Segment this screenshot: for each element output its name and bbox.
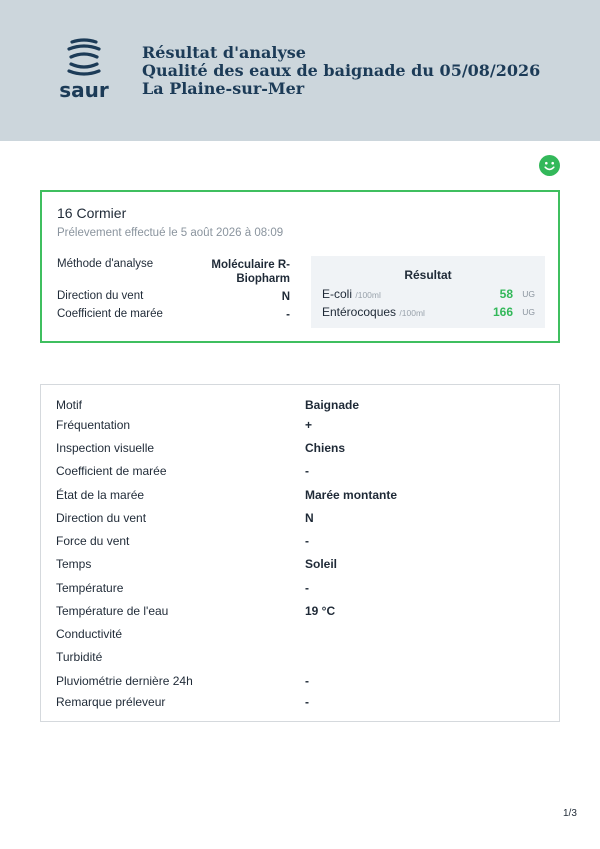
result-name-text: Entérocoques (322, 305, 397, 319)
title-line-3: La Plaine-sur-Mer (142, 79, 305, 98)
row-value: - (305, 581, 309, 595)
table-row (56, 398, 546, 416)
water-waves-icon (58, 38, 110, 78)
row-label: Temps (56, 557, 92, 571)
method-label: Méthode d'analyse (57, 258, 154, 270)
table-row (56, 695, 546, 713)
row-value: Soleil (305, 557, 338, 571)
result-title: Résultat (404, 268, 452, 282)
result-name-text: E-coli (322, 287, 353, 301)
table-row (56, 650, 546, 668)
details-table (40, 384, 560, 722)
result-row (322, 305, 535, 321)
row-label: Coefficient de marée (56, 464, 167, 478)
row-label: Température (56, 581, 124, 595)
tide-label: Coefficient de marée (57, 308, 163, 320)
method-value-line-2: Biopharm (236, 273, 290, 285)
row-value: Chiens (305, 441, 346, 455)
page-number: 1/3 (563, 808, 577, 819)
result-ug: UG (522, 307, 535, 317)
result-value: 58 (499, 287, 513, 301)
site-name: 16 Cormier (57, 205, 127, 221)
site-result-card (40, 190, 560, 343)
table-row (56, 557, 546, 575)
tide-value: - (286, 309, 290, 321)
row-value: - (305, 464, 309, 478)
row-value: - (305, 534, 309, 548)
result-panel (311, 256, 545, 328)
table-row (56, 418, 546, 436)
row-value: Baignade (305, 398, 360, 412)
result-unit: /100ml (355, 290, 381, 300)
method-value (180, 258, 290, 286)
result-value: 166 (492, 305, 513, 319)
row-label: Turbidité (56, 650, 103, 664)
wind-value: N (281, 291, 290, 303)
table-row (56, 511, 546, 529)
row-value: + (305, 418, 313, 432)
smiley-icon (539, 155, 560, 176)
method-value-line-1: Moléculaire R- (211, 259, 290, 271)
row-label: Force du vent (56, 534, 130, 548)
table-row (56, 464, 546, 482)
table-row (56, 604, 546, 622)
row-label: Température de l'eau (56, 604, 169, 618)
title-line-2: Qualité des eaux de baignade du 05/08/2026 (142, 61, 541, 80)
result-ug: UG (522, 289, 535, 299)
table-row (56, 441, 546, 459)
row-label: Motif (56, 398, 83, 412)
result-unit: /100ml (399, 308, 425, 318)
table-row (56, 534, 546, 552)
table-row (56, 674, 546, 692)
row-label: Conductivité (56, 627, 123, 641)
result-name (322, 287, 381, 301)
result-name (322, 305, 425, 319)
result-row (322, 287, 535, 303)
row-label: Remarque préleveur (56, 695, 166, 709)
table-row (56, 488, 546, 506)
row-value: - (305, 695, 309, 709)
page-header (0, 0, 600, 141)
row-label: Fréquentation (56, 418, 131, 432)
table-row (56, 627, 546, 645)
row-value: - (305, 674, 309, 688)
table-row (56, 581, 546, 599)
row-label: Pluviométrie dernière 24h (56, 674, 193, 688)
row-label: État de la marée (56, 488, 145, 502)
row-label: Direction du vent (56, 511, 147, 525)
title-line-1: Résultat d'analyse (142, 43, 306, 62)
row-label: Inspection visuelle (56, 441, 155, 455)
row-value: Marée montante (305, 488, 398, 502)
wind-label: Direction du vent (57, 290, 144, 302)
sample-date: Prélevement effectué le 5 août 2026 à 08:09 (57, 227, 284, 239)
row-value: 19 °C (305, 604, 336, 618)
logo-wordmark: saur (59, 78, 109, 102)
row-value: N (305, 511, 314, 525)
saur-logo (58, 38, 110, 104)
page-title (142, 44, 540, 98)
